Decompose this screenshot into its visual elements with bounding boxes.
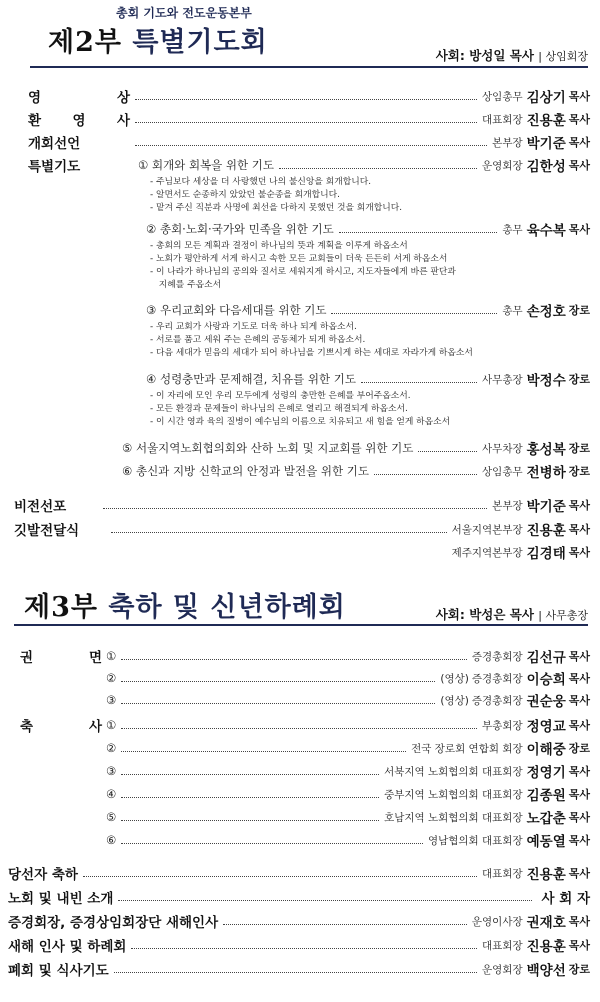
prayer-bullets: - 총회의 모든 계획과 결정이 하나님의 뜻과 계획을 이루게 하옵소서 - 노회가 평안하게 서게 하시고 속한 모든 교회들이 더욱 든든히 서게 하옵소서 - 이 나라가 하나님의 공의와 질서로 세워지게 하시고, 지도자들에게 바른 판단과 지혜를 주옵소서 bbox=[150, 241, 456, 290]
row-num: ② bbox=[106, 671, 117, 685]
part3-title-text: 축하 및 신년하례회 bbox=[108, 592, 346, 623]
leader-dots bbox=[135, 145, 487, 146]
program-row bbox=[14, 667, 590, 689]
leader-dots bbox=[374, 474, 477, 475]
part2-host bbox=[436, 46, 588, 64]
row-label: 축 사 bbox=[20, 719, 102, 735]
part2-host-role: | 상임회장 bbox=[538, 50, 588, 63]
row-name: 진용훈 bbox=[526, 113, 566, 129]
part2-title-num: 제2부 bbox=[48, 27, 122, 58]
row-name: 전병하 bbox=[526, 465, 566, 481]
row-title: 목사 bbox=[568, 834, 590, 847]
program-row bbox=[14, 299, 590, 321]
row-name: 사 회 자 bbox=[541, 891, 590, 907]
row-role: 제주지역본부장 bbox=[451, 546, 523, 559]
row-label: 비전선포 bbox=[14, 499, 67, 515]
row-role: 중부지역 노회협의회 대표회장 bbox=[384, 788, 523, 801]
row-role: 부총회장 bbox=[482, 719, 523, 732]
row-title: 목사 bbox=[568, 90, 590, 103]
program-row bbox=[14, 518, 590, 540]
part2-divider bbox=[30, 66, 588, 68]
row-title: 목사 bbox=[568, 939, 590, 952]
row-num: ④ bbox=[106, 787, 117, 801]
leader-dots bbox=[279, 168, 477, 169]
row-title: 장로 bbox=[568, 442, 590, 455]
row-role: 증경총회장 bbox=[471, 694, 523, 707]
part3-divider bbox=[14, 624, 588, 626]
row-title: 목사 bbox=[568, 867, 590, 880]
row-role: 총무 bbox=[502, 304, 523, 317]
program-row bbox=[8, 886, 590, 908]
program-row bbox=[8, 958, 590, 980]
row-role: 서북지역 노회협의회 대표회장 bbox=[384, 765, 523, 778]
row-name: 정영기 bbox=[526, 765, 566, 781]
row-name: 김경태 bbox=[526, 546, 566, 562]
row-title: 목사 bbox=[568, 113, 590, 126]
row-name: 박기준 bbox=[526, 136, 566, 152]
row-name: 정영교 bbox=[526, 719, 566, 735]
row-label: 새해 인사 및 하례회 bbox=[8, 939, 127, 955]
leader-dots bbox=[223, 924, 467, 925]
row-title: 목사 bbox=[568, 672, 590, 685]
row-num: ③ bbox=[106, 764, 117, 778]
row-role: 대표회장 bbox=[482, 113, 523, 126]
row-role: 상임총무 bbox=[482, 465, 523, 478]
program-row bbox=[14, 494, 590, 516]
prayer-topic: ⑤ 서울지역노회협의회와 산하 노회 및 지교회를 위한 기도 bbox=[122, 441, 414, 455]
row-name: 노갑춘 bbox=[526, 811, 566, 827]
prayer-bullets: - 주님보다 세상을 더 사랑했던 나의 불신앙을 회개합니다. - 알면서도 순종하지 았았던 불순종을 회개합니다. - 맡겨 주신 직분과 사명에 최선을 다하지 못했던 것을 회개합니다. bbox=[150, 177, 403, 213]
program-row bbox=[14, 368, 590, 390]
row-label: 영 상 bbox=[28, 90, 130, 106]
leader-dots bbox=[121, 659, 467, 660]
row-label: 노회 및 내빈 소개 bbox=[8, 891, 114, 907]
program-row bbox=[14, 737, 590, 759]
program-row bbox=[14, 154, 590, 176]
program-row bbox=[14, 760, 590, 782]
row-name: 진용훈 bbox=[526, 867, 566, 883]
prayer-topic: ③ 우리교회와 다음세대를 위한 기도 bbox=[146, 303, 327, 317]
row-title: 목사 bbox=[568, 765, 590, 778]
row-title: 목사 bbox=[568, 136, 590, 149]
row-name: 이해중 bbox=[526, 742, 566, 758]
row-name: 백양선 bbox=[526, 963, 566, 979]
leader-dots bbox=[114, 972, 477, 973]
leader-dots bbox=[121, 820, 379, 821]
leader-dots bbox=[103, 508, 487, 509]
program-row bbox=[14, 783, 590, 805]
row-title: 장로 bbox=[568, 963, 590, 976]
row-title: 장로 bbox=[568, 304, 590, 317]
program-row bbox=[8, 862, 590, 884]
row-label: 폐회 및 식사기도 bbox=[8, 963, 109, 979]
leader-dots bbox=[83, 876, 477, 877]
part3-title bbox=[24, 585, 346, 624]
row-title: 목사 bbox=[568, 523, 590, 536]
row-label: 환 영 사 bbox=[28, 113, 130, 129]
row-role: 상임총무 bbox=[482, 90, 523, 103]
part2-host-label: 사회: 방성일 목사 bbox=[435, 48, 534, 63]
prayer-topic: ④ 성령충만과 문제해결, 치유를 위한 기도 bbox=[146, 372, 356, 386]
part2-title-text: 특별기도회 bbox=[132, 27, 268, 58]
leader-dots bbox=[121, 681, 435, 682]
row-num: ① bbox=[106, 718, 117, 732]
row-title: 장로 bbox=[568, 742, 590, 755]
row-role: 운영이사장 bbox=[471, 915, 523, 928]
row-num: ② bbox=[106, 741, 117, 755]
row-label: 특별기도 bbox=[28, 159, 81, 175]
row-role: 증경총회장 bbox=[471, 650, 523, 663]
part3-title-num: 제3부 bbox=[24, 592, 98, 623]
row-name: 진용훈 bbox=[526, 523, 566, 539]
leader-dots bbox=[121, 843, 423, 844]
leader-dots bbox=[121, 728, 477, 729]
row-label: 당선자 축하 bbox=[8, 867, 78, 883]
leader-dots bbox=[339, 232, 498, 233]
row-role: 사무차장 bbox=[482, 442, 523, 455]
row-role: 서울지역본부장 bbox=[451, 523, 523, 536]
part2-title bbox=[48, 20, 268, 59]
row-prefix: (영상) bbox=[440, 672, 469, 685]
row-name: 권순웅 bbox=[526, 694, 566, 710]
row-prefix: (영상) bbox=[440, 694, 469, 707]
row-title: 목사 bbox=[568, 788, 590, 801]
leader-dots bbox=[361, 382, 477, 383]
row-num: ⑥ bbox=[106, 833, 117, 847]
program-row bbox=[14, 108, 590, 130]
row-name: 홍성복 bbox=[526, 442, 566, 458]
row-role: 운영회장 bbox=[482, 159, 523, 172]
row-role: 대표회장 bbox=[482, 867, 523, 880]
leader-dots bbox=[131, 948, 477, 949]
row-role: 대표회장 bbox=[482, 939, 523, 952]
row-name: 예동열 bbox=[526, 834, 566, 850]
program-row bbox=[14, 689, 590, 711]
row-title: 목사 bbox=[568, 650, 590, 663]
prayer-bullets: - 우리 교회가 사랑과 기도로 더욱 하나 되게 하옵소서. - 서로를 품고 세워 주는 은혜의 공동체가 되게 하옵소서. - 다음 세대가 믿음의 세대가 되어 하나님을 기쁘시게 하는 세대로 자라가게 하옵소서 bbox=[150, 322, 473, 358]
row-title: 장로 bbox=[568, 373, 590, 386]
leader-dots bbox=[121, 797, 379, 798]
leader-dots bbox=[121, 751, 406, 752]
row-role: 증경총회장 bbox=[471, 672, 523, 685]
row-name: 박정수 bbox=[526, 373, 566, 389]
row-title: 목사 bbox=[568, 159, 590, 172]
program-row bbox=[8, 910, 590, 932]
program-row bbox=[14, 714, 590, 736]
row-role: 호남지역 노회협의회 대표회장 bbox=[384, 811, 523, 824]
row-title: 목사 bbox=[568, 811, 590, 824]
row-label: 깃발전달식 bbox=[14, 523, 80, 539]
row-label: 개회선언 bbox=[28, 136, 81, 152]
leader-dots bbox=[121, 703, 435, 704]
prayer-topic: ② 총회·노회·국가와 민족을 위한 기도 bbox=[146, 222, 334, 236]
leader-dots bbox=[135, 122, 477, 123]
row-title: 목사 bbox=[568, 546, 590, 559]
row-name: 김한성 bbox=[526, 159, 566, 175]
part3-host-role: | 사무총장 bbox=[538, 609, 588, 622]
program-row bbox=[14, 85, 590, 107]
row-role: 운영회장 bbox=[482, 963, 523, 976]
row-role: 영남협의회 대표회장 bbox=[427, 834, 523, 847]
row-name: 권재호 bbox=[526, 915, 566, 931]
leader-dots bbox=[118, 900, 532, 901]
row-role: 사무총장 bbox=[482, 373, 523, 386]
row-title: 목사 bbox=[568, 694, 590, 707]
program-row bbox=[14, 806, 590, 828]
row-label: 증경회장, 증경상임회장단 새해인사 bbox=[8, 915, 219, 931]
part3-host bbox=[436, 605, 588, 623]
part3-host-label: 사회: 박성은 목사 bbox=[435, 607, 534, 622]
leader-dots bbox=[121, 774, 379, 775]
leader-dots bbox=[331, 313, 497, 314]
row-num: ① bbox=[106, 649, 117, 663]
row-role: 본부장 bbox=[492, 136, 523, 149]
row-name: 진용훈 bbox=[526, 939, 566, 955]
leader-dots bbox=[418, 451, 477, 452]
row-title: 목사 bbox=[568, 499, 590, 512]
row-title: 목사 bbox=[568, 915, 590, 928]
program-row bbox=[14, 541, 590, 563]
row-title: 목사 bbox=[568, 719, 590, 732]
program-row bbox=[14, 460, 590, 482]
leader-dots bbox=[135, 99, 477, 100]
program-row bbox=[8, 934, 590, 956]
row-title: 장로 bbox=[568, 465, 590, 478]
row-role: 전국 장로회 연합회 회장 bbox=[411, 742, 523, 755]
program-row bbox=[14, 218, 590, 240]
row-name: 이승희 bbox=[526, 672, 566, 688]
row-name: 손정호 bbox=[526, 304, 566, 320]
row-name: 육수복 bbox=[526, 223, 566, 239]
program-row bbox=[14, 437, 590, 459]
leader-dots bbox=[111, 532, 447, 533]
prayer-topic: ⑥ 총신과 지방 신학교의 안정과 발전을 위한 기도 bbox=[122, 464, 369, 478]
row-name: 박기준 bbox=[526, 499, 566, 515]
row-num: ③ bbox=[106, 693, 117, 707]
row-title: 목사 bbox=[568, 223, 590, 236]
part2-subtitle: 총회 기도와 전도운동본부 bbox=[116, 6, 252, 20]
program-row bbox=[14, 645, 590, 667]
row-label: 권 면 bbox=[20, 650, 102, 666]
row-name: 김선규 bbox=[526, 650, 566, 666]
program-row bbox=[14, 829, 590, 851]
row-num: ⑤ bbox=[106, 810, 117, 824]
row-name: 김상기 bbox=[526, 90, 566, 106]
program-row bbox=[14, 131, 590, 153]
row-role: 본부장 bbox=[492, 499, 523, 512]
prayer-topic: ① 회개와 회복을 위한 기도 bbox=[138, 158, 275, 172]
row-role: 총무 bbox=[502, 223, 523, 236]
prayer-bullets: - 이 자리에 모인 우리 모두에게 성령의 충만한 은혜를 부어주옵소서. - 모든 환경과 문제들이 하나님의 은혜로 열리고 해결되게 하옵소서. - 이 시간 영과 육의 질병이 예수님의 이름으로 치유되고 새 힘을 얻게 하옵소서 bbox=[150, 391, 451, 427]
row-name: 김종원 bbox=[526, 788, 566, 804]
